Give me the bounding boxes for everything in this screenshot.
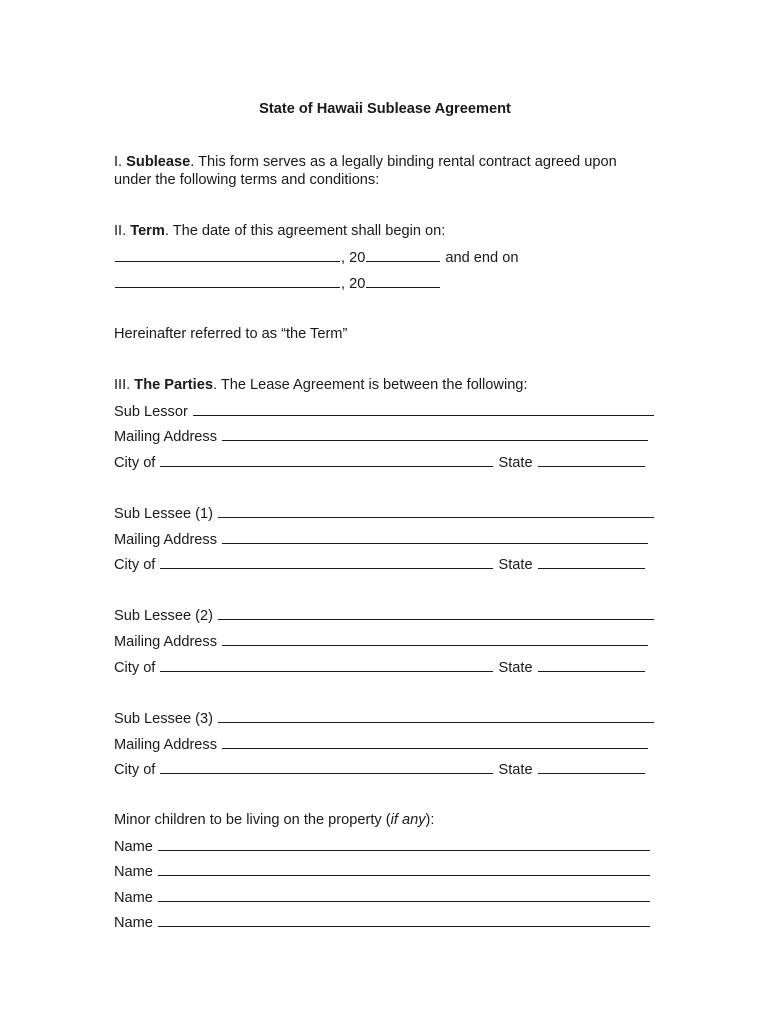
sublease-clause-line-1 <box>114 153 617 171</box>
end-text: and end on <box>441 250 519 266</box>
end-year-prefix: , 20 <box>341 276 366 292</box>
city-label: City of <box>114 455 156 471</box>
term-heading: Term <box>130 223 165 239</box>
mailing-address-label: Mailing Address <box>114 429 218 445</box>
name-label: Name <box>114 915 153 931</box>
sub-lessor-label: Sub Lessor <box>114 404 188 420</box>
document-title: State of Hawaii Sublease Agreement <box>259 101 511 117</box>
sub-lessee-1-city-blank[interactable] <box>160 555 493 569</box>
sub-lessee-1-state-blank[interactable] <box>538 555 645 569</box>
sub-lessee-1-mailing-blank[interactable] <box>222 530 648 544</box>
minor-name-line-3 <box>114 888 651 907</box>
sub-lessee-3-mailing-line <box>114 735 649 754</box>
parties-heading-line <box>114 376 527 394</box>
term-clause-heading-line <box>114 222 445 240</box>
state-label: State <box>498 660 533 676</box>
sub-lessee-1-city-line <box>114 555 646 574</box>
mailing-address-label: Mailing Address <box>114 532 218 548</box>
mailing-address-label: Mailing Address <box>114 634 218 650</box>
sub-lessee-2-mailing-blank[interactable] <box>222 632 648 646</box>
parties-heading: The Parties <box>134 377 213 393</box>
state-label: State <box>498 455 533 471</box>
sub-lessee-3-city-blank[interactable] <box>160 760 493 774</box>
name-label: Name <box>114 839 153 855</box>
parties-text: . The Lease Agreement is between the following: <box>212 377 528 393</box>
section-numeral: II. <box>114 223 127 239</box>
sub-lessee-2-line <box>114 606 655 625</box>
minors-intro-text: Minor children to be living on the property ( <box>114 812 391 828</box>
hereinafter-text: Hereinafter referred to as “the Term” <box>114 326 348 342</box>
end-date-blank[interactable] <box>115 274 340 288</box>
start-year-blank[interactable] <box>366 248 440 262</box>
minors-intro-italic: if any <box>390 812 426 828</box>
sub-lessee-2-state-blank[interactable] <box>538 658 645 672</box>
sub-lessee-1-blank[interactable] <box>218 504 654 518</box>
term-text: . The date of this agreement shall begin on: <box>164 223 446 239</box>
sub-lessee-3-state-blank[interactable] <box>538 760 645 774</box>
state-label: State <box>498 557 533 573</box>
sub-lessee-3-line <box>114 709 655 728</box>
minor-name-blank-1[interactable] <box>158 837 650 851</box>
end-year-blank[interactable] <box>366 274 440 288</box>
minor-children-intro <box>114 811 434 829</box>
sub-lessee-2-blank[interactable] <box>218 606 654 620</box>
sub-lessee-1-mailing-line <box>114 530 649 549</box>
term-start-date-line <box>114 248 518 267</box>
sub-lessor-blank[interactable] <box>193 402 654 416</box>
sub-lessee-3-label: Sub Lessee (3) <box>114 711 213 727</box>
sub-lessee-3-blank[interactable] <box>218 709 654 723</box>
sub-lessor-line <box>114 402 655 421</box>
section-numeral: III. <box>114 377 131 393</box>
section-numeral: I. <box>114 154 123 170</box>
start-date-blank[interactable] <box>115 248 340 262</box>
sub-lessee-2-label: Sub Lessee (2) <box>114 608 213 624</box>
minor-name-blank-4[interactable] <box>158 913 650 927</box>
sub-lessee-3-mailing-blank[interactable] <box>222 735 648 749</box>
minor-name-blank-3[interactable] <box>158 888 650 902</box>
term-end-date-line <box>114 274 441 293</box>
sublease-clause-line-2: under the following terms and conditions: <box>114 172 380 188</box>
minor-name-blank-2[interactable] <box>158 862 650 876</box>
sub-lessee-2-city-line <box>114 658 646 677</box>
city-label: City of <box>114 762 156 778</box>
mailing-address-label: Mailing Address <box>114 737 218 753</box>
state-label: State <box>498 762 533 778</box>
minor-name-line-2 <box>114 862 651 881</box>
sub-lessor-city-blank[interactable] <box>160 453 493 467</box>
minors-intro-end: ): <box>425 812 435 828</box>
sub-lessee-2-mailing-line <box>114 632 649 651</box>
sub-lessee-1-label: Sub Lessee (1) <box>114 506 213 522</box>
sub-lessor-mailing-line <box>114 427 649 446</box>
start-year-prefix: , 20 <box>341 250 366 266</box>
sub-lessor-city-line <box>114 453 646 472</box>
sub-lessor-mailing-blank[interactable] <box>222 427 648 441</box>
name-label: Name <box>114 890 153 906</box>
minor-name-line-1 <box>114 837 651 856</box>
sub-lessee-1-line <box>114 504 655 523</box>
city-label: City of <box>114 660 156 676</box>
minor-name-line-4 <box>114 913 651 932</box>
sublease-text: . This form serves as a legally binding rental contract agreed upon <box>190 154 617 170</box>
sub-lessee-3-city-line <box>114 760 646 779</box>
name-label: Name <box>114 864 153 880</box>
city-label: City of <box>114 557 156 573</box>
sublease-heading: Sublease <box>126 154 191 170</box>
sub-lessee-2-city-blank[interactable] <box>160 658 493 672</box>
sub-lessor-state-blank[interactable] <box>538 453 645 467</box>
